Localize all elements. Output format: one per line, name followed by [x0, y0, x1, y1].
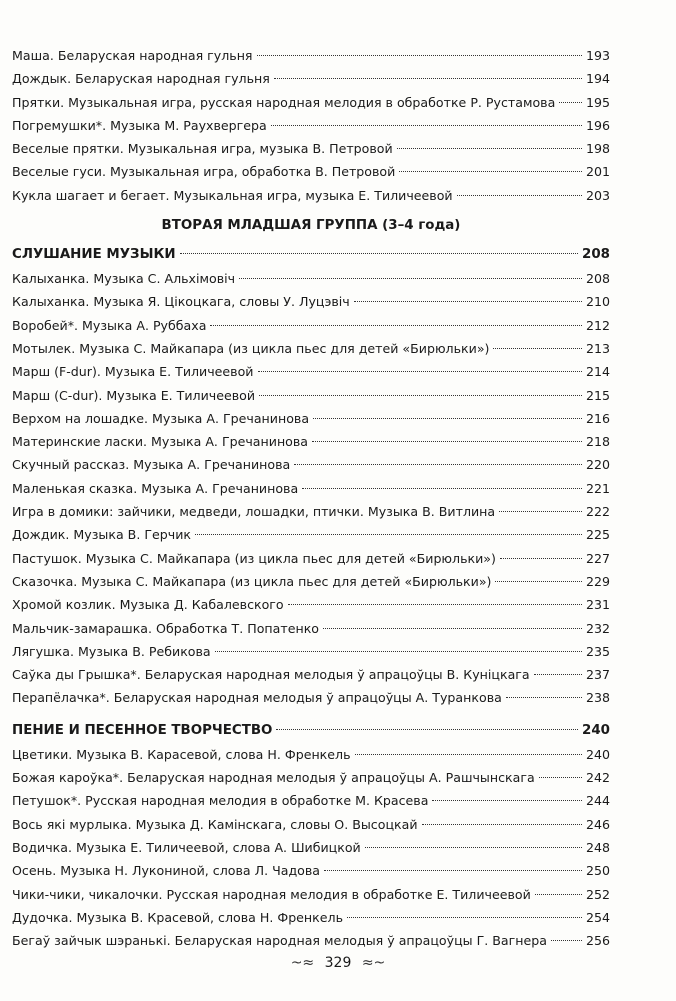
- dot-leader: [432, 800, 582, 801]
- section-page: 208: [582, 247, 610, 263]
- entry-title: Вось які мурлыка. Музыка Д. Камінскага, словы О. Высоцкай: [12, 816, 418, 832]
- dot-leader: [422, 824, 582, 825]
- table-of-contents: [12, 44, 610, 952]
- entry-page: 220: [585, 457, 610, 473]
- toc-list-games: [12, 44, 610, 207]
- section-title: СЛУШАНИЕ МУЗЫКИ: [12, 247, 176, 263]
- dot-leader: [551, 940, 582, 941]
- toc-entry: [12, 547, 610, 570]
- toc-entry: [12, 813, 610, 836]
- entry-title: Мальчик-замарашка. Обработка Т. Попатенко: [12, 620, 320, 636]
- dot-leader: [539, 777, 582, 778]
- dot-leader: [355, 754, 582, 755]
- entry-page: 203: [585, 187, 610, 203]
- entry-page: 193: [585, 48, 610, 63]
- entry-title: Осень. Музыка Н. Лукониной, слова Л. Чадова: [12, 863, 320, 879]
- dot-leader: [534, 674, 582, 675]
- toc-entry: [12, 906, 610, 929]
- dot-leader: [506, 697, 582, 698]
- entry-title: Дудочка. Музыка В. Красевой, слова Н. Френкель: [12, 909, 343, 925]
- toc-entry: [12, 384, 610, 407]
- ornament-left-icon: ~≈: [290, 955, 315, 971]
- entry-page: 216: [585, 410, 610, 426]
- entry-page: 221: [585, 480, 610, 496]
- entry-page: 235: [585, 643, 610, 659]
- entry-title: Саўка ды Грышка*. Беларуская народная мелодыя ў апрацоўцы В. Куніцкага: [12, 667, 530, 683]
- entry-page: 229: [585, 573, 610, 589]
- entry-page: 210: [585, 294, 610, 310]
- page-number: 329: [324, 955, 352, 971]
- toc-entry: [12, 859, 610, 882]
- dot-leader: [559, 102, 582, 103]
- toc-entry: [12, 290, 610, 313]
- entry-title: Скучный рассказ. Музыка А. Гречанинова: [12, 457, 291, 473]
- section-title: ПЕНИЕ И ПЕСЕННОЕ ТВОРЧЕСТВО: [12, 722, 273, 738]
- entry-title: Водичка. Музыка Е. Тиличеевой, слова А. Шибицкой: [12, 839, 361, 855]
- entry-page: 240: [585, 746, 610, 762]
- dot-leader: [323, 628, 582, 629]
- toc-entry: [12, 407, 610, 430]
- entry-title: Калыханка. Музыка С. Альхімовіч: [12, 271, 236, 287]
- dot-leader: [499, 511, 582, 512]
- toc-entry: [12, 929, 610, 952]
- entry-page: 232: [585, 620, 610, 636]
- dot-leader: [302, 488, 582, 489]
- dot-leader: [313, 418, 582, 419]
- entry-title: Маша. Беларуская народная гульня: [12, 48, 253, 63]
- dot-leader: [495, 581, 581, 582]
- toc-list-singing: [12, 743, 610, 953]
- dot-leader: [195, 534, 582, 535]
- dot-leader: [210, 325, 582, 326]
- dot-leader: [500, 558, 582, 559]
- toc-entry: [12, 523, 610, 546]
- entry-page: 246: [585, 816, 610, 832]
- entry-page: 218: [585, 434, 610, 450]
- entry-page: 195: [585, 94, 610, 110]
- entry-page: 213: [585, 340, 610, 356]
- toc-entry: [12, 267, 610, 290]
- ornament-right-icon: ≈~: [361, 955, 386, 971]
- dot-leader: [239, 278, 582, 279]
- toc-entry: [12, 617, 610, 640]
- entry-page: 212: [585, 317, 610, 333]
- toc-entry: [12, 453, 610, 476]
- toc-entry: [12, 883, 610, 906]
- entry-title: Воробей*. Музыка А. Руббаха: [12, 317, 207, 333]
- entry-page: 222: [585, 504, 610, 520]
- toc-entry: [12, 766, 610, 789]
- entry-page: 250: [585, 863, 610, 879]
- entry-title: Марш (C-dur). Музыка Е. Тиличеевой: [12, 387, 256, 403]
- toc-list-listening: [12, 267, 610, 710]
- toc-entry: [12, 789, 610, 812]
- toc-entry: [12, 500, 610, 523]
- toc-entry: [12, 593, 610, 616]
- entry-page: 215: [585, 387, 610, 403]
- dot-leader: [324, 870, 582, 871]
- toc-entry: [12, 91, 610, 114]
- dot-leader: [259, 395, 582, 396]
- toc-entry: [12, 360, 610, 383]
- entry-page: 208: [585, 271, 610, 287]
- dot-leader: [257, 55, 582, 56]
- entry-title: Дождык. Беларуская народная гульня: [12, 71, 270, 87]
- entry-title: Лягушка. Музыка В. Ребикова: [12, 643, 211, 659]
- entry-page: 225: [585, 527, 610, 543]
- entry-title: Веселые гуси. Музыкальная игра, обработка В. Петровой: [12, 164, 396, 180]
- entry-title: Чики-чики, чикалочки. Русская народная мелодия в обработке Е. Тиличеевой: [12, 886, 531, 902]
- entry-title: Дождик. Музыка В. Герчик: [12, 527, 191, 543]
- toc-entry: [12, 114, 610, 137]
- entry-title: Петушок*. Русская народная мелодия в обработке М. Красева: [12, 793, 429, 809]
- toc-entry: [12, 314, 610, 337]
- dot-leader: [180, 253, 578, 254]
- toc-entry: [12, 184, 610, 207]
- toc-entry: [12, 663, 610, 686]
- entry-title: Кукла шагает и бегает. Музыкальная игра, музыка Е. Тиличеевой: [12, 187, 453, 203]
- section-singing: [12, 718, 610, 743]
- dot-leader: [365, 847, 582, 848]
- entry-title: Веселые прятки. Музыкальная игра, музыка В. Петровой: [12, 141, 393, 157]
- dot-leader: [288, 604, 582, 605]
- entry-title: Калыханка. Музыка Я. Цікоцкага, словы У. Луцэвіч: [12, 294, 350, 310]
- dot-leader: [274, 78, 582, 79]
- entry-title: Пастушок. Музыка С. Майкапара (из цикла пьес для детей «Бирюльки»): [12, 550, 496, 566]
- entry-title: Мотылек. Музыка С. Майкапара (из цикла пьес для детей «Бирюльки»): [12, 340, 490, 356]
- toc-entry: [12, 640, 610, 663]
- section-page: 240: [582, 722, 610, 738]
- toc-entry: [12, 67, 610, 90]
- entry-page: 256: [585, 933, 610, 949]
- toc-entry: [12, 836, 610, 859]
- dot-leader: [258, 371, 582, 372]
- entry-title: Бегаў зайчык шэранькі. Беларуская народная мелодыя ў апрацоўцы Г. Вагнера: [12, 933, 547, 949]
- dot-leader: [312, 441, 582, 442]
- dot-leader: [294, 464, 582, 465]
- entry-page: 242: [585, 770, 610, 786]
- dot-leader: [457, 195, 582, 196]
- dot-leader: [271, 125, 582, 126]
- dot-leader: [347, 917, 582, 918]
- toc-entry: [12, 686, 610, 709]
- dot-leader: [215, 651, 582, 652]
- page-footer: [0, 955, 676, 971]
- entry-page: 214: [585, 364, 610, 380]
- entry-title: Хромой козлик. Музыка Д. Кабалевского: [12, 597, 284, 613]
- entry-title: Погремушки*. Музыка М. Раухвергера: [12, 117, 267, 133]
- entry-title: Игра в домики: зайчики, медведи, лошадки, птички. Музыка В. Витлина: [12, 504, 496, 520]
- entry-title: Маленькая сказка. Музыка А. Гречанинова: [12, 480, 299, 496]
- entry-title: Перапёлачка*. Беларуская народная мелодыя ў апрацоўцы А. Туранкова: [12, 690, 502, 706]
- entry-page: 198: [585, 141, 610, 157]
- entry-page: 194: [585, 71, 610, 87]
- entry-title: Верхом на лошадке. Музыка А. Гречанинова: [12, 410, 310, 426]
- toc-entry: [12, 570, 610, 593]
- entry-title: Прятки. Музыкальная игра, русская народная мелодия в обработке Р. Рустамова: [12, 94, 556, 110]
- toc-entry: [12, 430, 610, 453]
- dot-leader: [493, 348, 582, 349]
- toc-entry: [12, 743, 610, 766]
- entry-page: 254: [585, 909, 610, 925]
- entry-title: Марш (F-dur). Музыка Е. Тиличеевой: [12, 364, 254, 380]
- section-listening: [12, 242, 610, 267]
- entry-page: 196: [585, 117, 610, 133]
- dot-leader: [399, 171, 582, 172]
- toc-entry: [12, 160, 610, 183]
- entry-page: 201: [585, 164, 610, 180]
- entry-page: 252: [585, 886, 610, 902]
- entry-page: 244: [585, 793, 610, 809]
- group-heading: ВТОРАЯ МЛАДШАЯ ГРУППА (3–4 года): [161, 218, 461, 234]
- toc-entry: [12, 477, 610, 500]
- toc-entry: [12, 137, 610, 160]
- entry-title: Божая кароўка*. Беларуская народная мелодыя ў апрацоўцы А. Рашчынскага: [12, 770, 535, 786]
- entry-page: 248: [585, 839, 610, 855]
- entry-title: Сказочка. Музыка С. Майкапара (из цикла пьес для детей «Бирюльки»): [12, 573, 492, 589]
- entry-page: 231: [585, 597, 610, 613]
- entry-title: Материнские ласки. Музыка А. Гречанинова: [12, 434, 309, 450]
- dot-leader: [276, 729, 578, 730]
- entry-page: 227: [585, 550, 610, 566]
- toc-entry: [12, 337, 610, 360]
- toc-entry: [12, 44, 610, 67]
- dot-leader: [354, 301, 582, 302]
- entry-title: Цветики. Музыка В. Карасевой, слова Н. Френкель: [12, 746, 351, 762]
- entry-page: 237: [585, 667, 610, 683]
- dot-leader: [535, 894, 582, 895]
- dot-leader: [397, 148, 582, 149]
- entry-page: 238: [585, 690, 610, 706]
